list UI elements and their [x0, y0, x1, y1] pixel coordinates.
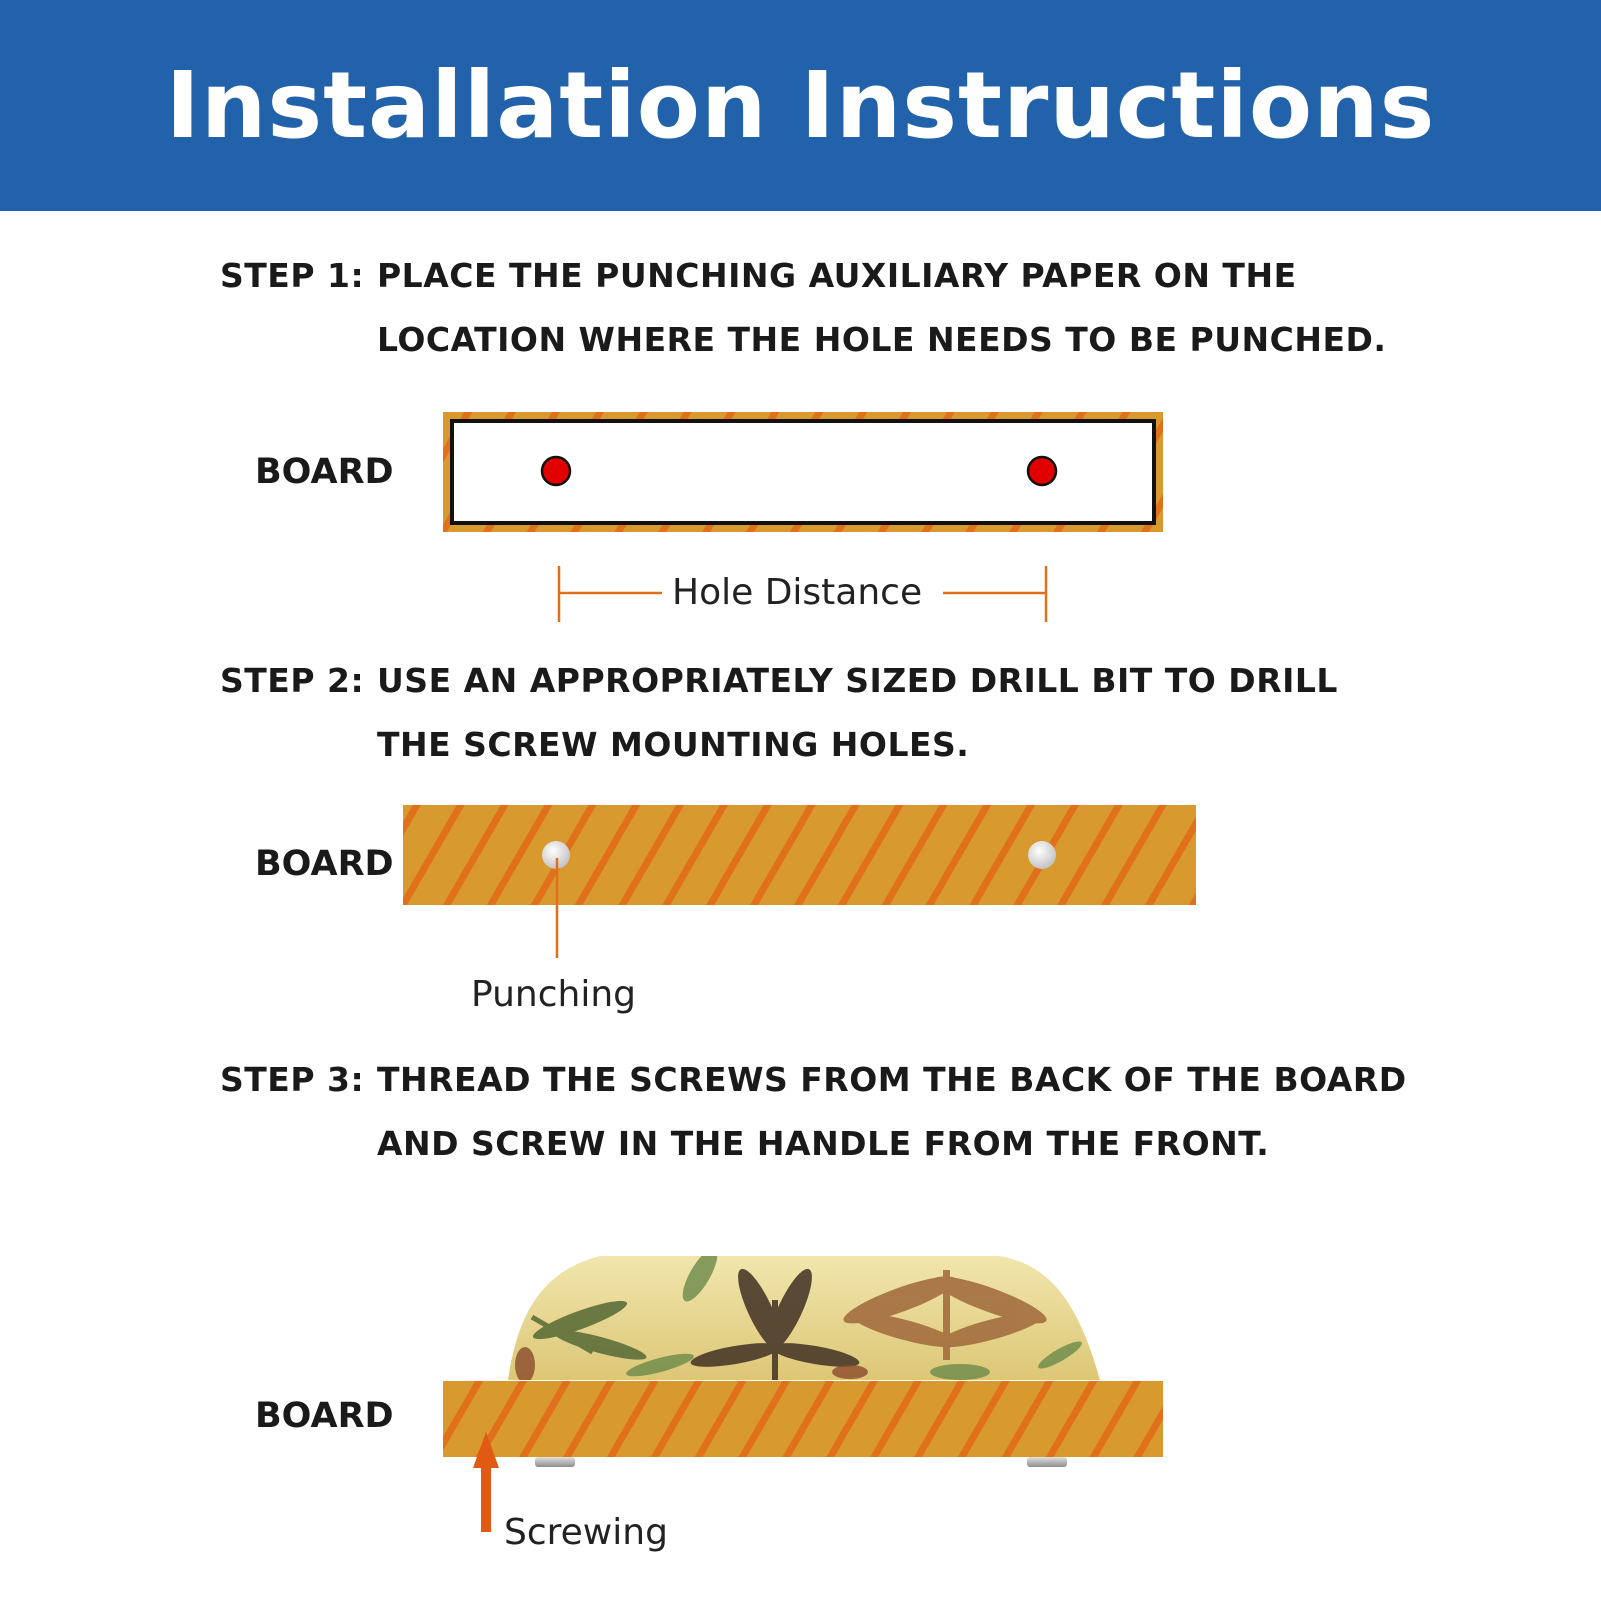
step-3-line-1: THREAD THE SCREWS FROM THE BACK OF THE BOARD: [377, 1060, 1407, 1099]
board-2: [403, 805, 1196, 958]
step-3-label: STEP 3:: [220, 1060, 365, 1099]
step-2-label: STEP 2:: [220, 661, 365, 700]
board-1: [443, 412, 1163, 532]
punching-label: Punching: [471, 974, 636, 1015]
hole-marker-right: [1028, 457, 1056, 485]
step-1-line-2: LOCATION WHERE THE HOLE NEEDS TO BE PUNCHED.: [377, 320, 1387, 359]
hole-distance-label: Hole Distance: [672, 572, 923, 613]
drilled-hole-right: [1028, 841, 1056, 869]
step-2-line-1: USE AN APPROPRIATELY SIZED DRILL BIT TO DRILL: [377, 661, 1338, 700]
step-3-line-2: AND SCREW IN THE HANDLE FROM THE FRONT.: [377, 1124, 1270, 1163]
board-3-wood: [443, 1381, 1163, 1457]
step-1-label: STEP 1:: [220, 256, 365, 295]
handle-assembly: [443, 1244, 1163, 1532]
screw-left: [535, 1457, 575, 1467]
step-2-line-2: THE SCREW MOUNTING HOLES.: [377, 725, 970, 764]
step-1-line-1: PLACE THE PUNCHING AUXILIARY PAPER ON THE: [377, 256, 1297, 295]
board-label-2: BOARD: [255, 844, 394, 884]
board-label-1: BOARD: [255, 452, 394, 492]
handle: [508, 1244, 1100, 1383]
page-title: Installation Instructions: [165, 52, 1436, 159]
screwing-label: Screwing: [504, 1512, 668, 1553]
board-label-3: BOARD: [255, 1396, 394, 1436]
hole-marker-left: [542, 457, 570, 485]
hole-distance-dimension: [559, 566, 1046, 622]
screw-right: [1027, 1457, 1067, 1467]
board-2-wood: [403, 805, 1196, 905]
